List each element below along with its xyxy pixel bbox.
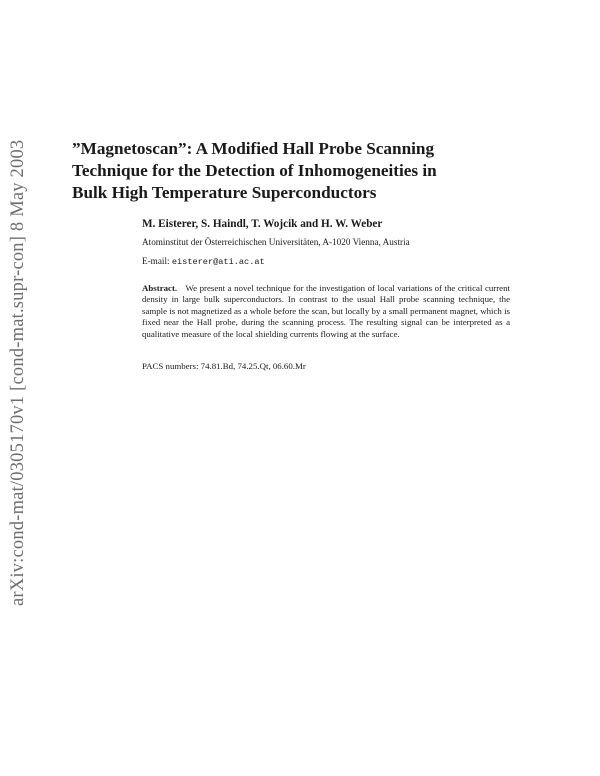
abstract: [142, 283, 510, 340]
arxiv-identifier-stamp: arXiv:cond-mat/0305170v1 [cond-mat.supr-con] 8 May 2003: [8, 139, 28, 606]
title-line: Technique for the Detection of Inhomogeneities in: [72, 161, 437, 180]
pacs-numbers: PACS numbers: 74.81.Bd, 74.25.Qt, 06.60.Mr: [142, 361, 306, 371]
email-label: E-mail:: [142, 256, 170, 266]
abstract-label: Abstract.: [142, 283, 178, 293]
affiliation: Atominstitut der Österreichischen Universitäten, A-1020 Vienna, Austria: [142, 237, 410, 247]
email-address: eisterer@ati.ac.at: [171, 257, 265, 267]
title-line: ”Magnetoscan”: A Modified Hall Probe Scanning: [72, 139, 435, 158]
author-list: M. Eisterer, S. Haindl, T. Wojcik and H. W. Weber: [142, 218, 383, 230]
abstract-text: We present a novel technique for the investigation of local variations of the critical current density in large bulk superconductors. In contrast to the usual Hall probe scanning technique, the sample is not magnetized as a whole before the scan, but locally by a small permanent magnet, which is fixed near the Hall probe, during the scanning process. The resulting signal can be interpreted as a qualitative measure of the local shielding currents flowing at the surface.: [142, 283, 510, 339]
title-line: Bulk High Temperature Superconductors: [72, 183, 377, 202]
paper-title: [72, 138, 512, 204]
email-line: [142, 256, 265, 267]
